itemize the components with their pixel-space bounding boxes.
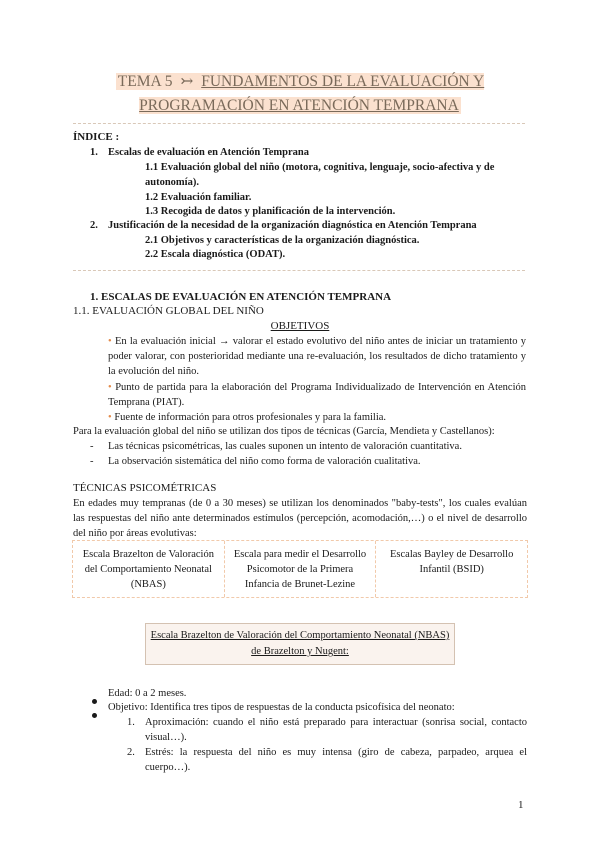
numbered-item: Estrés: la respuesta del niño es muy intensa (giro de cabeza, parpadeo, arquea el cuerpo…).	[145, 747, 527, 773]
objectives-title: OBJETIVOS	[270, 320, 330, 332]
section-heading: TÉCNICAS PSICOMÉTRICAS	[73, 482, 217, 494]
divider	[73, 123, 525, 124]
technique-item: Las técnicas psicométricas, las cuales suponen un intento de valoración cuantitativa.	[108, 441, 462, 452]
index-item: 1.3 Recogida de datos y planificación de la intervención.	[145, 206, 396, 217]
paragraph: En edades muy tempranas (de 0 a 30 meses) se utilizan los denominados "baby-tests", los cuales evalúan las respuestas del niño ante determinados estímulos (percepción, acomodación,…) o el nivel de desarrollo del niño por áreas evolutivas:	[73, 498, 527, 539]
title-main: FUNDAMENTOS DE LA EVALUACIÓN Y PROGRAMACIÓN EN ATENCIÓN TEMPRANA	[139, 73, 485, 114]
index-item: 1.2 Evaluación familiar.	[145, 192, 252, 203]
nbas-bullet: Objetivo: Identifica tres tipos de respuestas de la conducta psicofísica del neonato:	[108, 702, 455, 713]
divider	[73, 270, 525, 271]
numbered-num: 2.	[127, 747, 135, 758]
technique-item: La observación sistemática del niño como forma de valoración cualitativa.	[108, 456, 421, 467]
index-item: 2.1 Objetivos y características de la organización diagnóstica.	[145, 235, 420, 246]
objective-item: • Punto de partida para la elaboración del Programa Individualizado de Intervención en Atención Temprana (PIAT).	[108, 382, 526, 408]
objective-item: • Fuente de información para otros profesionales y para la familia.	[108, 412, 387, 423]
numbered-item: Aproximación: cuando el niño está preparado para interactuar (sonrisa social, contacto visual…).	[145, 717, 527, 743]
subsection-heading: 1.1. EVALUACIÓN GLOBAL DEL NIÑO	[73, 305, 264, 317]
page-number: 1	[518, 799, 524, 811]
nbas-title-box	[145, 623, 455, 665]
scale-cell: Escala para medir el Desarrollo Psicomotor de la Primera Infancia de Brunet-Lezine	[224, 541, 376, 597]
bullet-icon: •	[108, 382, 116, 393]
index-heading: ÍNDICE :	[73, 131, 120, 143]
scale-cell: Escalas Bayley de Desarrollo Infantil (BSID)	[375, 541, 527, 597]
section-heading: 1. ESCALAS DE EVALUACIÓN EN ATENCIÓN TEMPRANA	[90, 291, 392, 303]
dash-bullet: -	[90, 441, 94, 452]
index-num: 2.	[90, 220, 98, 231]
index-item: Escalas de evaluación en Atención Temprana	[108, 147, 309, 158]
index-item: 1.1 Evaluación global del niño (motora, cognitiva, lenguaje, socio-afectiva y de autonomía).	[145, 162, 495, 188]
intro-text: Para la evaluación global del niño se utilizan dos tipos de técnicas (García, Mendieta y Castellanos):	[73, 426, 495, 437]
index-num: 1.	[90, 147, 98, 158]
arrow-icon: ↣	[180, 73, 198, 90]
title-prefix: TEMA 5	[117, 73, 177, 90]
numbered-num: 1.	[127, 717, 135, 728]
index-item: Justificación de la necesidad de la organización diagnóstica en Atención Temprana	[108, 220, 477, 231]
page-title	[60, 70, 540, 118]
scales-table	[72, 540, 528, 598]
bullet-icon: •	[108, 412, 115, 423]
index-item: 2.2 Escala diagnóstica (ODAT).	[145, 249, 286, 260]
nbas-bullet: Edad: 0 a 2 meses.	[108, 688, 187, 699]
objective-item: • En la evaluación inicial → valorar el estado evolutivo del niño antes de iniciar un tratamiento y poder valorar, con posterioridad mediante una re-evaluación, los resultados de dicho tratamiento y la evolución del niño.	[108, 336, 526, 377]
scale-cell: Escala Brazelton de Valoración del Comportamiento Neonatal (NBAS)	[82, 549, 214, 590]
dash-bullet: -	[90, 456, 94, 467]
nbas-title: Escala Brazelton de Valoración del Comportamiento Neonatal (NBAS) de Brazelton y Nugent:	[150, 630, 450, 657]
bullet-icon: •	[108, 336, 115, 347]
bullet-dot-icon	[92, 705, 97, 723]
